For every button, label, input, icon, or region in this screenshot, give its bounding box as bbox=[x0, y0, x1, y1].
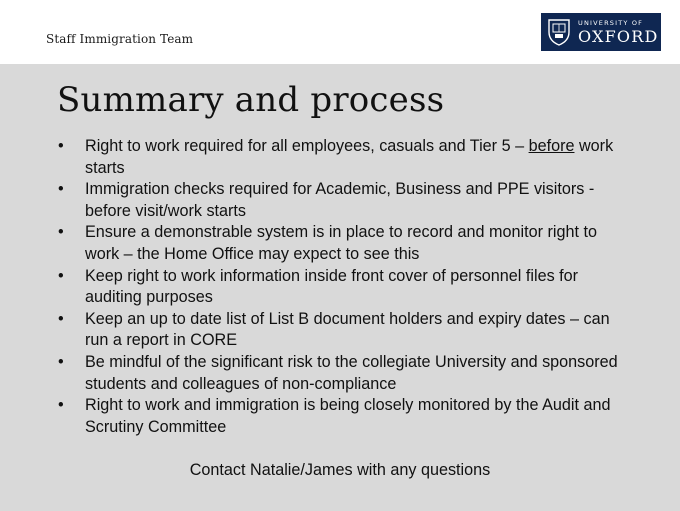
bullet-text: Be mindful of the significant risk to the collegiate University and sponsored students and colleagues of non-compliance bbox=[85, 352, 618, 393]
logo-text bbox=[578, 19, 659, 45]
bullet-item bbox=[58, 395, 633, 438]
bullet-item bbox=[58, 309, 633, 352]
bullet-text-tail: work starts bbox=[85, 137, 614, 177]
bullet-dot: • bbox=[58, 180, 64, 199]
bullet-dot: • bbox=[58, 223, 64, 242]
oxford-logo bbox=[541, 13, 661, 51]
bullet-dot: • bbox=[58, 396, 64, 415]
oxford-crest-icon bbox=[547, 18, 571, 46]
bullet-text: Keep an up to date list of List B document holders and expiry dates – can run a report in CORE bbox=[85, 309, 610, 350]
bullet-item bbox=[58, 352, 633, 395]
bullet-dot: • bbox=[58, 137, 64, 155]
bullet-text: Ensure a demonstrable system is in place to record and monitor right to work – the Home Office may expect to see this bbox=[85, 223, 597, 263]
logo-wordmark: OXFORD bbox=[578, 27, 659, 46]
bullet-item bbox=[58, 266, 633, 309]
slide-title: Summary and process bbox=[57, 80, 445, 120]
team-label: Staff Immigration Team bbox=[46, 32, 194, 46]
bullet-text: Right to work required for all employees, casuals and Tier 5 – bbox=[85, 137, 525, 155]
contact-line: Contact Natalie/James with any questions bbox=[189, 461, 491, 479]
bullet-dot: • bbox=[58, 352, 64, 371]
bullet-list bbox=[58, 136, 633, 438]
bullet-text: Keep right to work information inside front cover of personnel files for auditing purposes bbox=[85, 266, 579, 307]
bullet-dot: • bbox=[58, 266, 64, 285]
bullet-emphasis: before bbox=[528, 137, 575, 155]
bullet-text: Immigration checks required for Academic, Business and PPE visitors - before visit/work starts bbox=[85, 180, 595, 220]
bullet-item bbox=[58, 179, 633, 222]
bullet-item bbox=[58, 222, 633, 265]
header-bar bbox=[0, 0, 680, 64]
bullet-dot: • bbox=[58, 309, 64, 328]
logo-subtitle: UNIVERSITY OF bbox=[578, 19, 644, 27]
bullet-item bbox=[58, 136, 633, 179]
bullet-text: Right to work and immigration is being closely monitored by the Audit and Scrutiny Committee bbox=[85, 396, 611, 436]
